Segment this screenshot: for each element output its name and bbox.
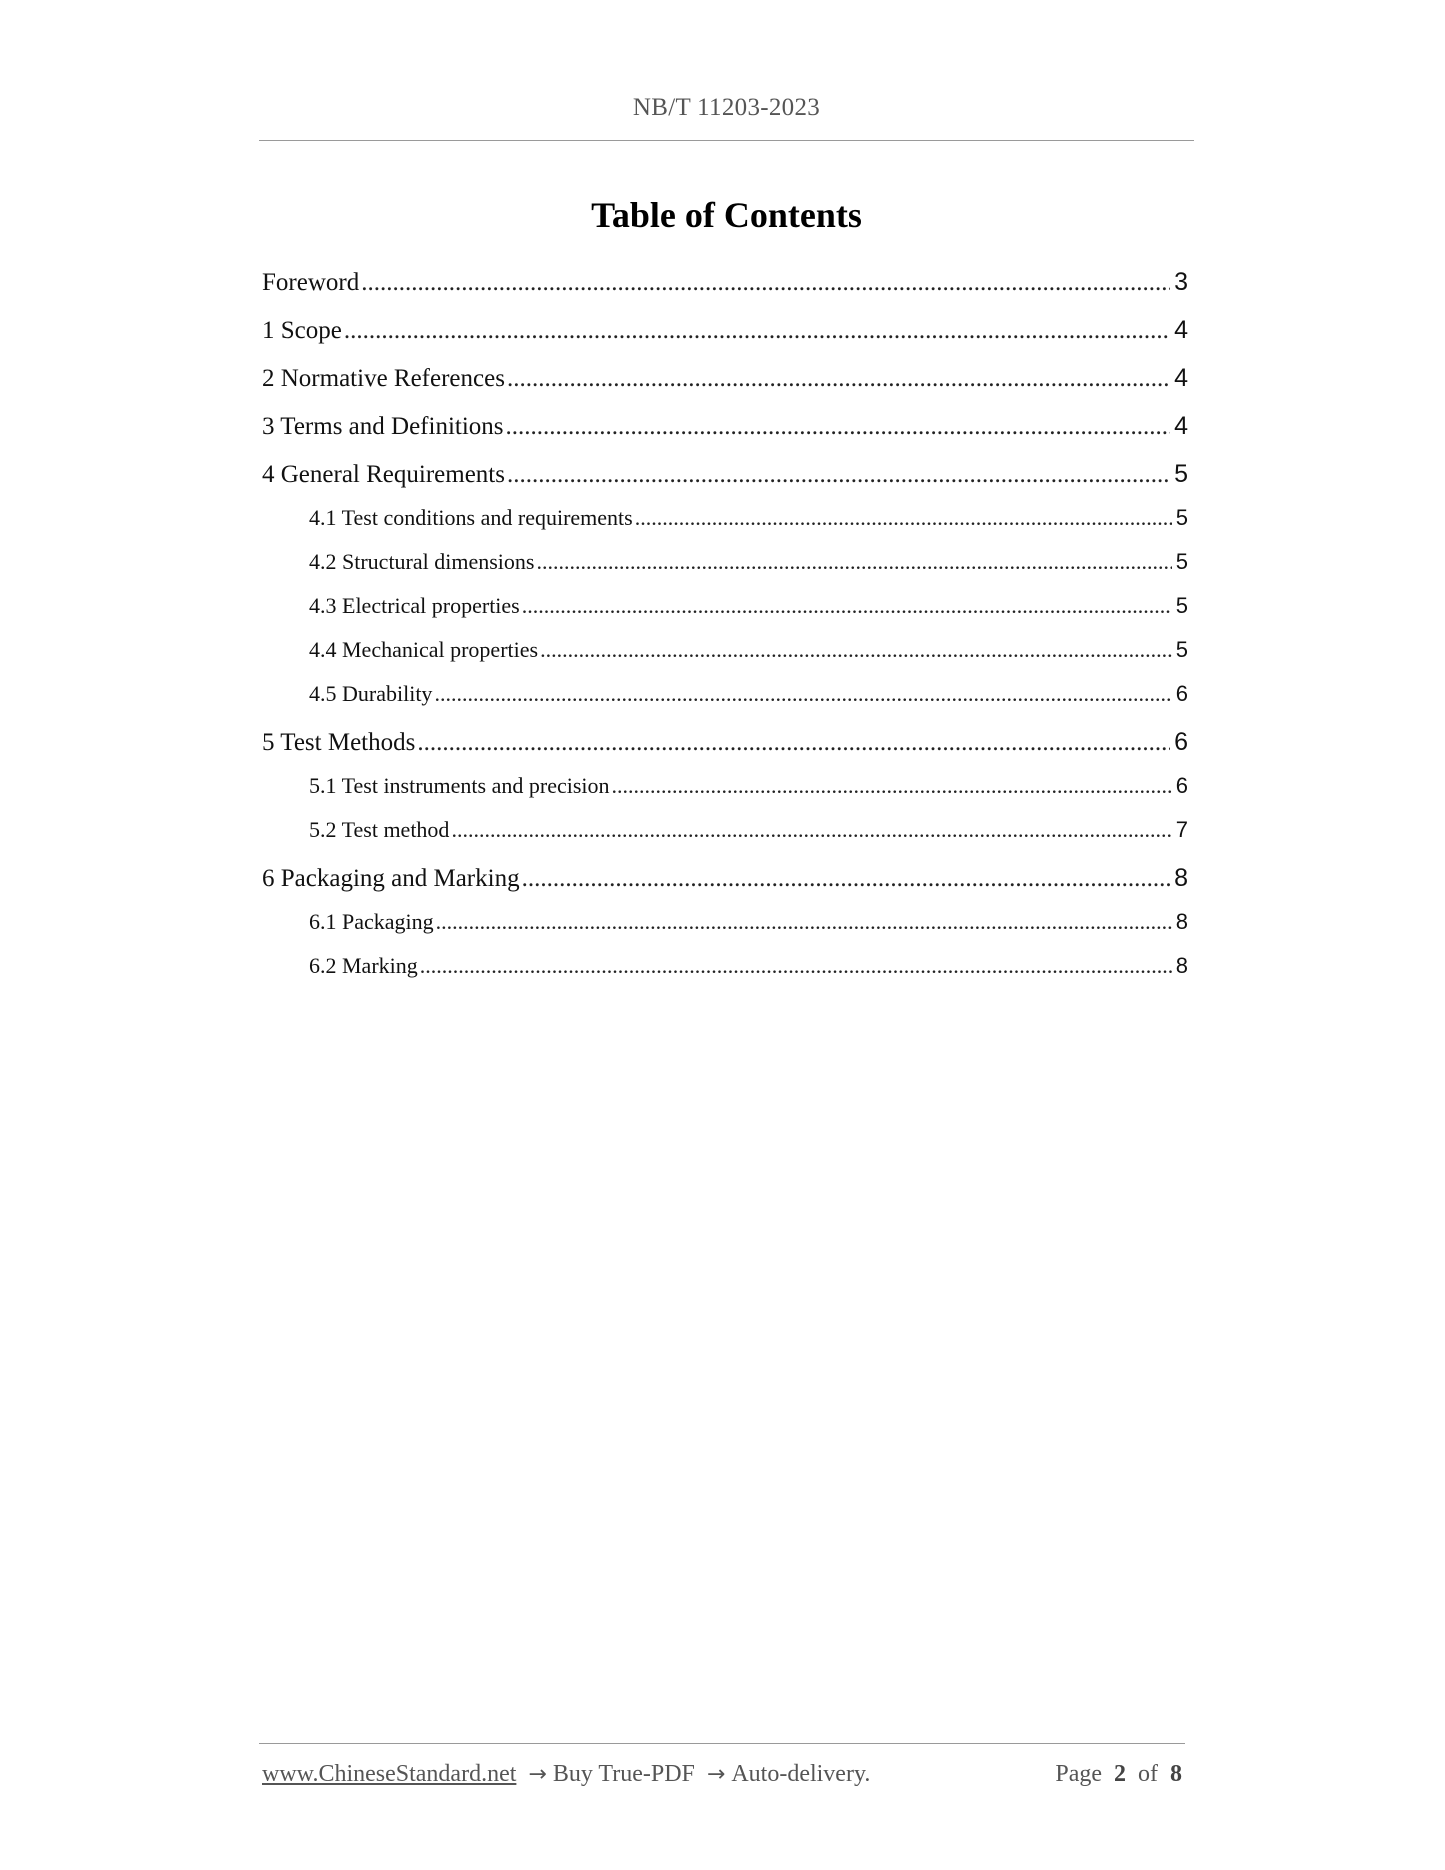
footer-divider [259,1743,1185,1744]
toc-dot-leader [507,365,1170,393]
toc-entry-label: 5.2 Test method [309,817,450,842]
header-divider [259,140,1194,141]
toc-entry-label: 6.1 Packaging [309,909,434,934]
arrow-right-icon: → [528,1762,547,1787]
toc-entry-page: 6 [1175,773,1188,798]
toc-entry-page: 4 [1174,364,1188,392]
toc-dot-leader [451,817,1171,843]
toc-entry-label: 6.2 Marking [309,953,418,978]
toc-entry[interactable] [262,412,1188,441]
total-pages: 8 [1170,1761,1182,1787]
toc-dot-leader [417,729,1170,757]
toc-entry-page: 8 [1175,909,1188,934]
current-page: 2 [1114,1761,1126,1787]
document-code-header: NB/T 11203-2023 [632,94,821,121]
toc-dot-leader [507,461,1170,489]
site-link[interactable]: www.ChineseStandard.net [262,1761,517,1787]
toc-entry-page: 6 [1175,681,1188,706]
toc-subentry[interactable] [309,773,1188,799]
toc-subentry[interactable] [309,505,1188,531]
buy-true-pdf-text: Buy True-PDF [552,1761,695,1787]
toc-dot-leader [420,953,1172,979]
page-number [1055,1761,1182,1788]
toc-entry[interactable] [262,364,1188,393]
toc-entry-page: 4 [1174,316,1188,344]
toc-entry-label: 2 Normative References [262,365,505,392]
toc-entry-label: Foreword [262,269,360,296]
toc-entry-page: 5 [1175,549,1188,574]
toc-entry-page: 6 [1174,728,1188,756]
toc-entry-label: 4.1 Test conditions and requirements [309,505,633,530]
toc-dot-leader [540,637,1172,663]
toc-entry-label: 4 General Requirements [262,461,505,488]
of-word: of [1138,1761,1158,1787]
toc-entry-label: 1 Scope [262,317,342,344]
toc-dot-leader [635,505,1172,531]
toc-entry-page: 5 [1174,460,1188,488]
toc-entry-label: 5.1 Test instruments and precision [309,773,610,798]
arrow-right-icon: → [706,1762,726,1787]
toc-dot-leader [612,773,1172,799]
auto-delivery-text: Auto-delivery. [731,1761,871,1787]
toc-dot-leader [506,413,1171,441]
toc-subentry[interactable] [309,817,1188,843]
toc-subentry[interactable] [309,637,1188,663]
toc-dot-leader [522,865,1171,893]
toc-entry-label: 3 Terms and Definitions [262,413,504,440]
toc-entry-label: 5 Test Methods [262,729,416,756]
toc-dot-leader [434,681,1171,707]
toc-entry[interactable] [262,728,1188,757]
toc-entry-label: 4.5 Durability [309,681,433,706]
toc-entry-page: 5 [1175,505,1188,530]
toc-entry-label: 4.4 Mechanical properties [309,637,539,662]
toc-entry[interactable] [262,460,1188,489]
toc-subentry[interactable] [309,681,1188,707]
toc-title: Table of Contents [591,195,862,235]
footer-promo [262,1761,870,1788]
page-footer [262,1761,1182,1788]
toc-subentry[interactable] [309,549,1188,575]
toc-entry-page: 8 [1175,953,1188,978]
toc-entry-page: 5 [1175,637,1188,662]
toc-entry-page: 4 [1174,412,1188,440]
toc-dot-leader [344,317,1170,345]
toc-dot-leader [436,909,1172,935]
toc-entry-label: 4.2 Structural dimensions [309,549,535,574]
toc-subentry[interactable] [309,953,1188,979]
toc-entry-label: 6 Packaging and Marking [262,865,520,892]
toc-entry-page: 5 [1175,593,1188,618]
toc-dot-leader [522,593,1172,619]
toc-subentry[interactable] [309,593,1188,619]
toc-entry-page: 8 [1174,864,1188,892]
toc-dot-leader [361,269,1170,297]
toc-entry-page: 3 [1174,268,1188,296]
toc-subentry[interactable] [309,909,1188,935]
toc-dot-leader [536,549,1171,575]
page-word: Page [1055,1761,1102,1787]
toc-entry[interactable] [262,864,1188,893]
toc-entry[interactable] [262,268,1188,297]
toc-entry-label: 4.3 Electrical properties [309,593,520,618]
toc-entry[interactable] [262,316,1188,345]
toc-entry-page: 7 [1175,817,1188,842]
